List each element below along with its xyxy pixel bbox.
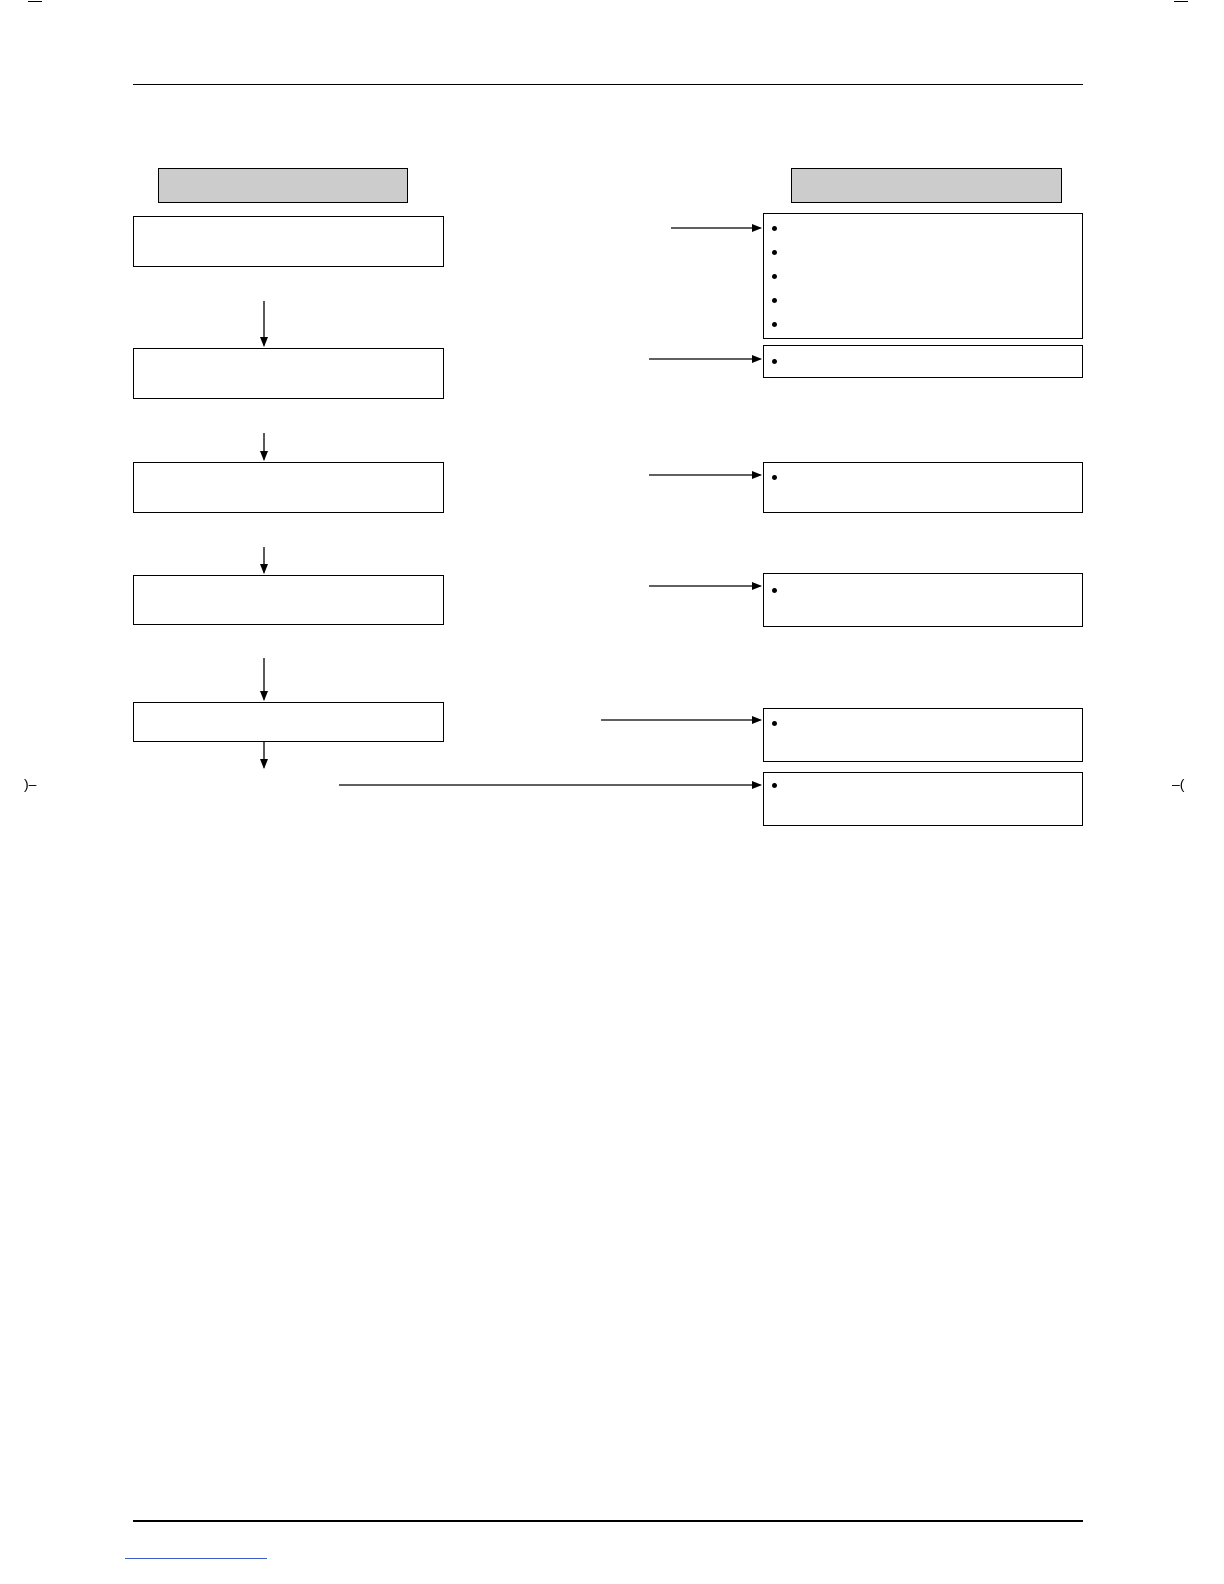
bullet-item <box>772 578 1074 602</box>
registration-mark-right: –( <box>1172 776 1185 792</box>
right-column-header <box>791 168 1062 203</box>
symptom-box-4 <box>763 573 1083 627</box>
top-rule <box>133 84 1083 85</box>
bullet-item <box>772 465 1074 489</box>
bullet-item <box>772 312 1074 336</box>
registration-mark-left: )– <box>24 776 37 792</box>
symptom-box-1 <box>763 213 1083 339</box>
flow-step-4 <box>133 575 444 625</box>
bullet-dot-icon <box>772 475 777 480</box>
bullet-dot-icon <box>772 783 777 788</box>
symptom-box-6 <box>763 772 1083 826</box>
flow-step-3 <box>133 462 444 513</box>
bullet-item <box>772 711 1074 735</box>
bullet-item <box>772 773 1074 797</box>
bullet-dot-icon <box>772 588 777 593</box>
symptom-box-3 <box>763 462 1083 513</box>
symptom-box-5 <box>763 708 1083 762</box>
bullet-dot-icon <box>772 721 777 726</box>
crop-mark-top-right <box>1174 1 1188 2</box>
flow-step-5 <box>133 702 444 742</box>
flow-step-1 <box>133 216 444 267</box>
bullet-dot-icon <box>772 322 777 327</box>
symptom-box-2 <box>763 345 1083 378</box>
flow-step-2 <box>133 348 444 399</box>
footer-link-underline[interactable] <box>125 1558 267 1559</box>
bullet-item <box>772 240 1074 264</box>
bullet-item <box>772 349 1074 373</box>
crop-mark-top-left <box>28 1 42 2</box>
bottom-rule <box>133 1520 1083 1522</box>
bullet-item <box>772 264 1074 288</box>
bullet-dot-icon <box>772 359 777 364</box>
bullet-item <box>772 288 1074 312</box>
bullet-dot-icon <box>772 274 777 279</box>
bullet-dot-icon <box>772 298 777 303</box>
bullet-dot-icon <box>772 226 777 231</box>
bullet-item <box>772 216 1074 240</box>
left-column-header <box>158 168 408 203</box>
bullet-dot-icon <box>772 250 777 255</box>
